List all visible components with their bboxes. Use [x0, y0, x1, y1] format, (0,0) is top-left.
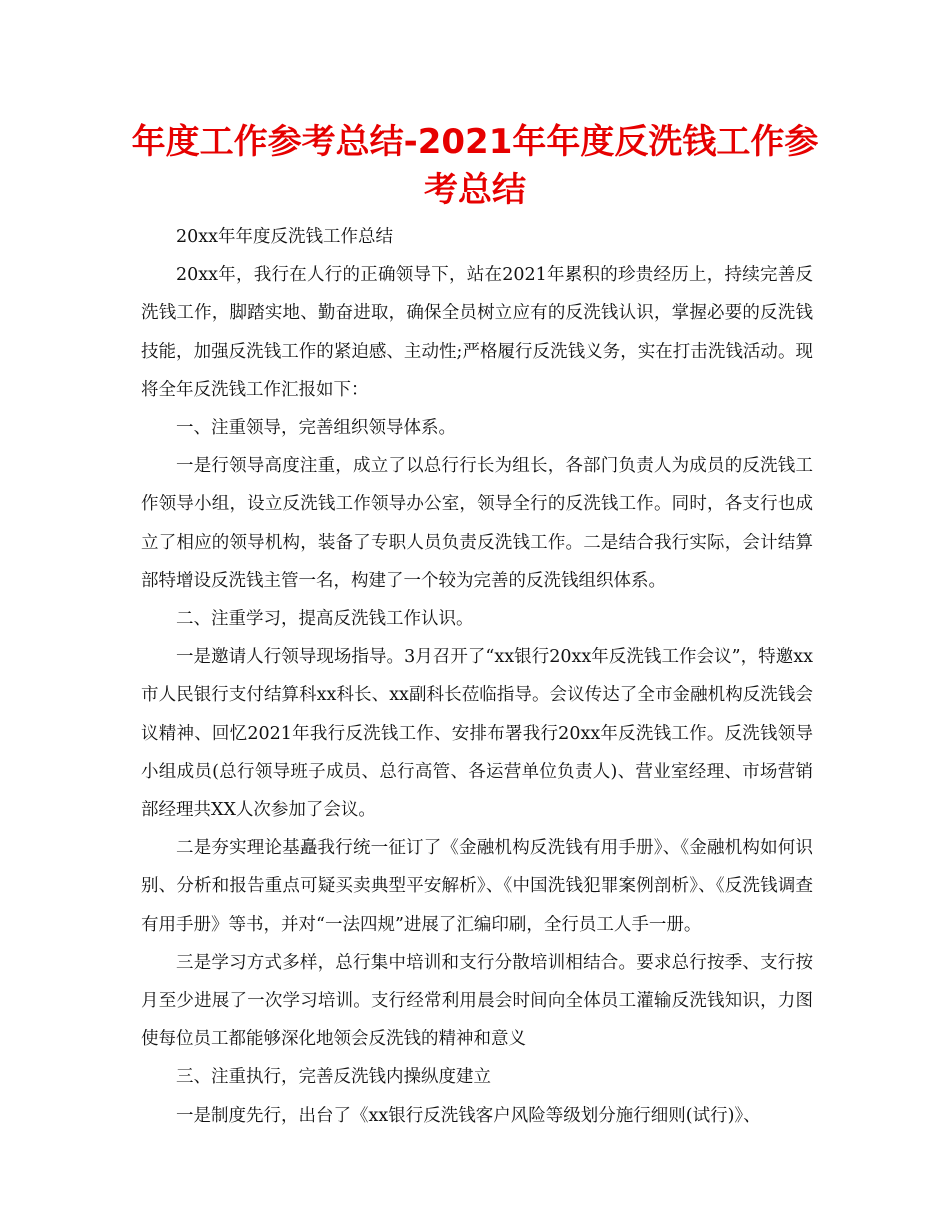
document-body [141, 218, 813, 1135]
document-title: 年度工作参考总结-2021年年度反洗钱工作参考总结 [131, 122, 819, 210]
section-heading: 一、注重领导，完善组织领导体系。 [176, 418, 456, 439]
paragraph: 一是行领导高度注重，成立了以总行行长为组长，各部门负责人为成员的反洗钱工作领导小组，设立反洗钱工作领导办公室，领导全行的反洗钱工作。同时，各支行也成立了相应的领导机构，装备了专职人员负责反洗钱工作。二是结合我行实际，会计结算部特增设反洗钱主管一名，构建了一个较为完善的反洗钱组织体系。 [141, 456, 813, 591]
paragraph: 三是学习方式多样，总行集中培训和支行分散培训相结合。要求总行按季、支行按月至少进展了一次学习培训。支行经常利用晨会时间向全体员工灌输反洗钱知识，力图使每位员工都能够深化地领会反洗钱的精神和意义 [141, 952, 813, 1050]
section-heading: 三、注重执行，完善反洗钱内操纵度建立 [176, 1067, 491, 1088]
paragraph: 一是制度先行，出台了《xx银行反洗钱客户风险等级划分施行细则(试行)》、 [176, 1105, 761, 1126]
paragraph: 二是夯实理论基矗我行统一征订了《金融机构反洗钱有用手册》、《金融机构如何识别、分析和报告重点可疑买卖典型平安解析》、《中国洗钱犯罪案例剖析》、《反洗钱调查有用手册》等书，并对“一法四规”进展了汇编印刷，全行员工人手一册。 [141, 838, 813, 935]
paragraph: 20xx年，我行在人行的正确领导下，站在2021年累积的珍贵经历上，持续完善反洗钱工作，脚踏实地、勤奋进取，确保全员树立应有的反洗钱认识，掌握必要的反洗钱技能，加强反洗钱工作的紧迫感、主动性;严格履行反洗钱义务，实在打击洗钱活动。现将全年反洗钱工作汇报如下： [141, 265, 813, 400]
section-heading: 二、注重学习，提高反洗钱工作认识。 [176, 609, 474, 630]
paragraph: 20xx年年度反洗钱工作总结 [176, 227, 394, 247]
paragraph: 一是邀请人行领导现场指导。3月召开了“xx银行20xx年反洗钱工作会议”，特邀xx市人民银行支付结算科xx科长、xx副科长莅临指导。会议传达了全市金融机构反洗钱会议精神、回忆2021年我行反洗钱工作、安排布署我行20xx年反洗钱工作。反洗钱领导小组成员(总行领导班子成员、总行高管、各运营单位负责人)、营业室经理、市场营销部经理共XX人次参加了会议。 [141, 647, 813, 821]
